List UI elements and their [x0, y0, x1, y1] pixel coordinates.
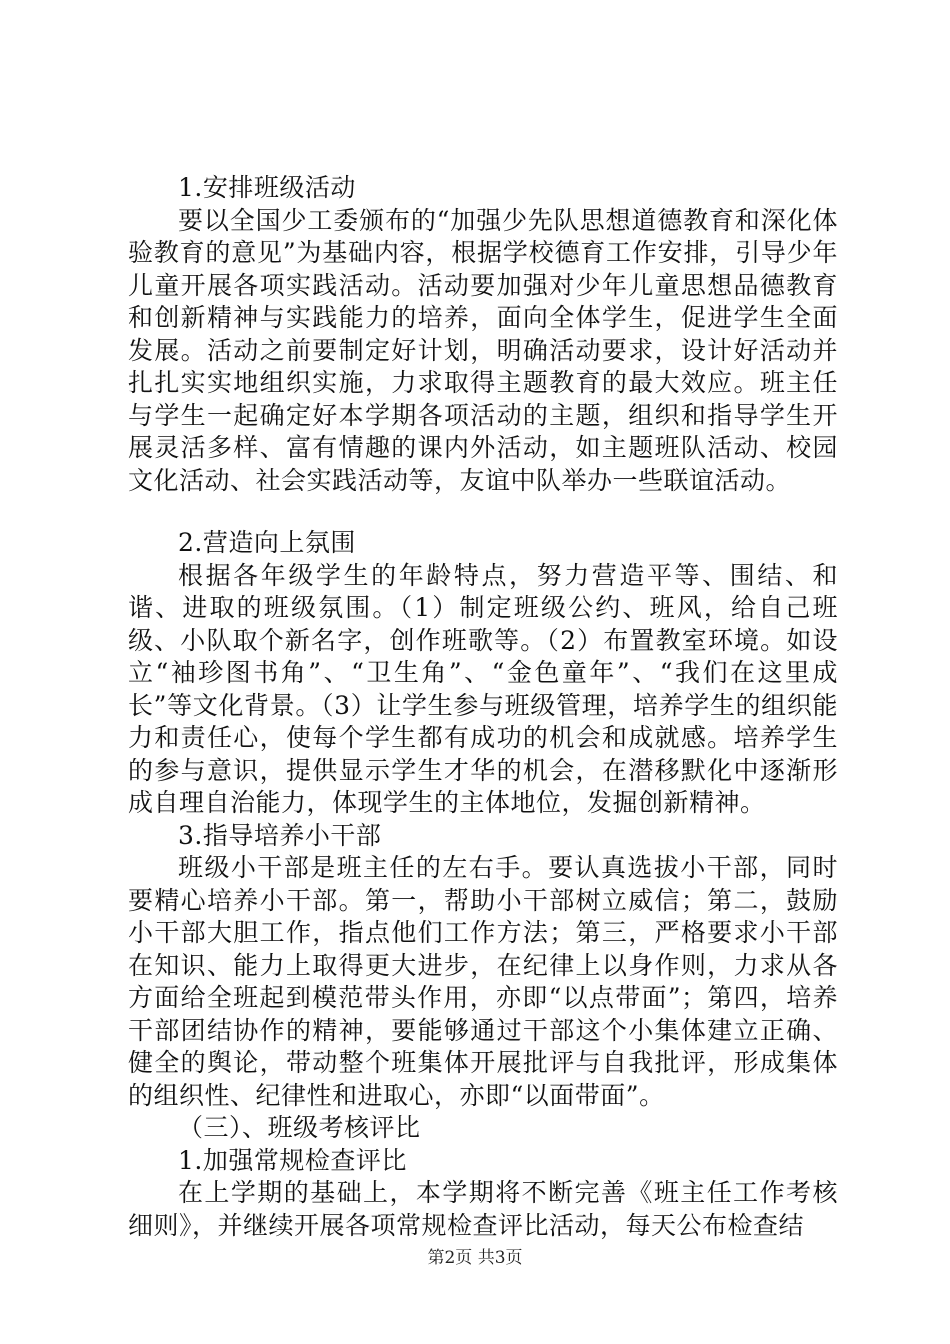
- section-paragraph-class-cadres: 班级小干部是班主任的左右手。要认真选拔小干部，同时要精心培养小干部。第一，帮助小干部树立威信；第二，鼓励小干部大胆工作，指点他们工作方法；第三，严格要求小干部在知识、能力上取得更大进步，在纪律上以身作则，力求从各方面给全班起到模范带头作用，亦即“以点带面”；第四，培养干部团结协作的精神，要能够通过干部这个小集体建立正确、健全的舆论，带动整个班集体开展批评与自我批评，形成集体的组织性、纪律性和进取心，亦即“以面带面”。: [128, 853, 838, 1110]
- section-heading-arrange-activities: 1.安排班级活动: [178, 173, 356, 202]
- page-footer: 第2页 共3页: [427, 1248, 523, 1268]
- section-paragraph-atmosphere: 根据各年级学生的年龄特点，努力营造平等、围结、和谐、进取的班级氛围。（1）制定班级公约、班风，给自己班级、小队取个新名字，创作班歌等。（2）布置教室环境。如设立“袖珍图书角”、“卫生角”、“金色童年”、“我们在这里成长”等文化背景。（3）让学生参与班级管理，培养学生的组织能力和责任心，使每个学生都有成功的机会和成就感。培养学生的参与意识，提供显示学生才华的机会，在潜移默化中逐渐形成自理自治能力，体现学生的主体地位，发掘创新精神。: [128, 560, 838, 817]
- document-body: [128, 172, 838, 1242]
- part-heading-assessment: （三）、班级考核评比: [178, 1113, 421, 1142]
- section-paragraph-arrange-activities: 要以全国少工委颁布的“加强少先队思想道德教育和深化体验教育的意见”为基础内容，根据学校德育工作安排，引导少年儿童开展各项实践活动。活动要加强对少年儿童思想品德教育和创新精神与实践能力的培养，面向全体学生，促进学生全面发展。活动之前要制定好计划，明确活动要求，设计好活动并扎扎实实地组织实施，力求取得主题教育的最大效应。班主任与学生一起确定好本学期各项活动的主题，组织和指导学生开展灵活多样、富有情趣的课内外活动，如主题班队活动、校园文化活动、社会实践活动等，友谊中队举办一些联谊活动。: [128, 205, 838, 495]
- section-heading-atmosphere: 2.营造向上氛围: [178, 528, 356, 557]
- section-heading-class-cadres: 3.指导培养小干部: [178, 820, 382, 850]
- section-paragraph-routine-checks: 在上学期的基础上，本学期将不断完善《班主任工作考核细则》，并继续开展各项常规检查评比活动，每天公布检查结: [128, 1178, 838, 1240]
- paragraph-gap: [128, 497, 838, 527]
- section-heading-routine-checks: 1.加强常规检查评比: [178, 1145, 407, 1175]
